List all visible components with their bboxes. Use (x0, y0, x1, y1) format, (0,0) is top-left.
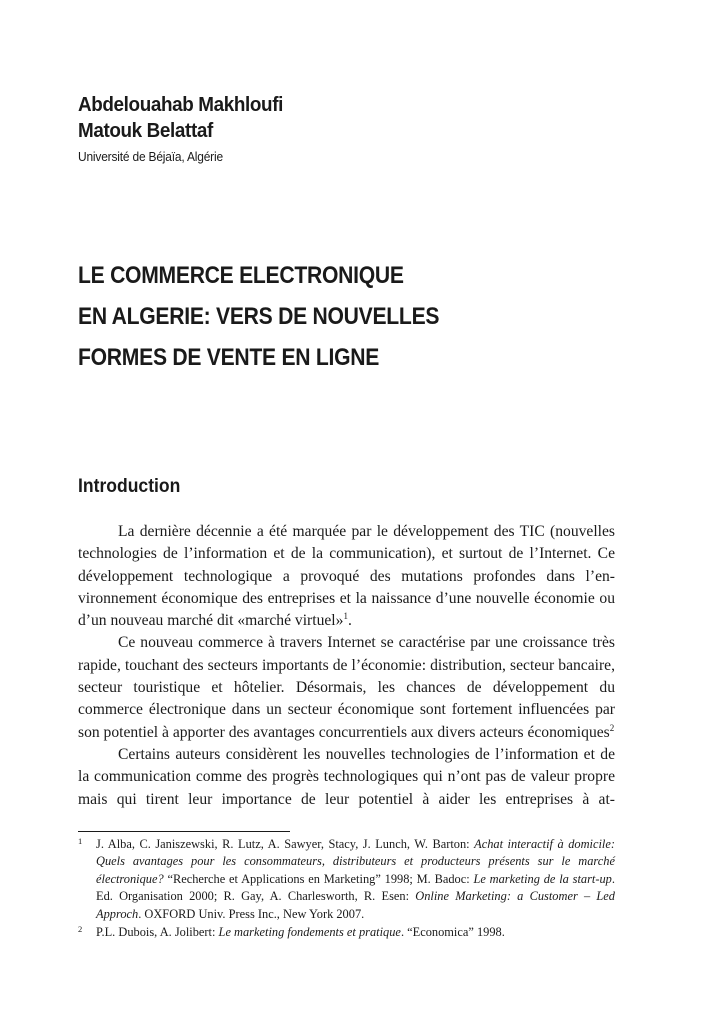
paragraph-text: Ce nouveau commerce à travers Internet se caractérise par une croissance très rapide, touchant des secteurs importants de l’économie: distribution, secteur bancaire, secteur touristique et hôtelier. Désormais, les chances de développement du commerce électronique dans un secteur économique sont fortement influencées par son potentiel à apporter des avantages concurrentiels aux divers acteurs économiques (78, 634, 615, 741)
footnote-number: 2 (78, 924, 83, 935)
footnote-text: . OXFORD Univ. Press Inc., New York 2007. (138, 906, 365, 921)
author-name: Abdelouahab Makhloufi (78, 93, 283, 116)
paragraph-text: Certains auteurs considèrent les nouvelles technologies de l’information et de la communication comme des progrès technologiques qui n’ont pas de valeur propre mais qui tirent leur importance de leur potentiel à aider les entreprises à at- (78, 745, 615, 808)
footnote-reference: 2 (609, 722, 615, 733)
footnote-italic: Online Marketing: a Customer – Led Approch (96, 889, 615, 921)
footnote-italic: Le marketing de la start-up (473, 871, 612, 886)
footnote-number: 1 (78, 836, 83, 846)
section-heading: Introduction (78, 475, 181, 497)
paragraph (78, 521, 615, 632)
paragraph (78, 744, 615, 811)
paragraph-end: . (347, 612, 352, 630)
title-line: LE COMMERCE ELECTRONIQUE (78, 262, 404, 289)
footnote-italic: Le marketing fondements et pratique (218, 925, 401, 940)
footnotes (78, 836, 615, 941)
footnote-text: . Ed. Organisation 2000; R. Gay, A. Charlesworth, R. Esen: (96, 871, 615, 904)
title-line: FORMES DE VENTE EN LIGNE (78, 344, 380, 371)
footnote-reference: 1 (343, 611, 348, 621)
title-line: EN ALGERIE: VERS DE NOUVELLES (78, 303, 440, 330)
footnote (78, 836, 615, 923)
footnote-italic: Achat interactif à domicile: Quels avantages pour les consommateurs, distributeurs et producteurs présents sur le marché électronique? (96, 837, 615, 886)
body-text (78, 521, 615, 811)
paragraph-text: La dernière décennie a été marquée par le développement des TIC (nouvelles technologies de l’information et de la communication), et surtout de l’Internet. Ce développement technologique a provoqué des mutations profondes dans l’environnement économique des entreprises et la naissance d’une nouvelle économie ou d’un nouveau marché dit «marché virtuel» (78, 523, 615, 630)
footnote-text: “Recherche et Applications en Marketing” 1998; M. Badoc: (163, 871, 474, 886)
footnote-text: P.L. Dubois, A. Jolibert: (96, 925, 219, 940)
article-title (78, 255, 571, 378)
footnote-separator (78, 831, 290, 832)
footnote-text: J. Alba, C. Janiszewski, R. Lutz, A. Sawyer, Stacy, J. Lunch, W. Barton: (96, 837, 475, 851)
author-affiliation: Université de Béjaïa, Algérie (78, 149, 223, 164)
footnote (78, 924, 615, 941)
paragraph (78, 632, 615, 743)
author-name: Matouk Belattaf (78, 119, 213, 142)
author-block (78, 92, 615, 166)
footnote-text: . “Economica” 1998. (400, 925, 505, 940)
